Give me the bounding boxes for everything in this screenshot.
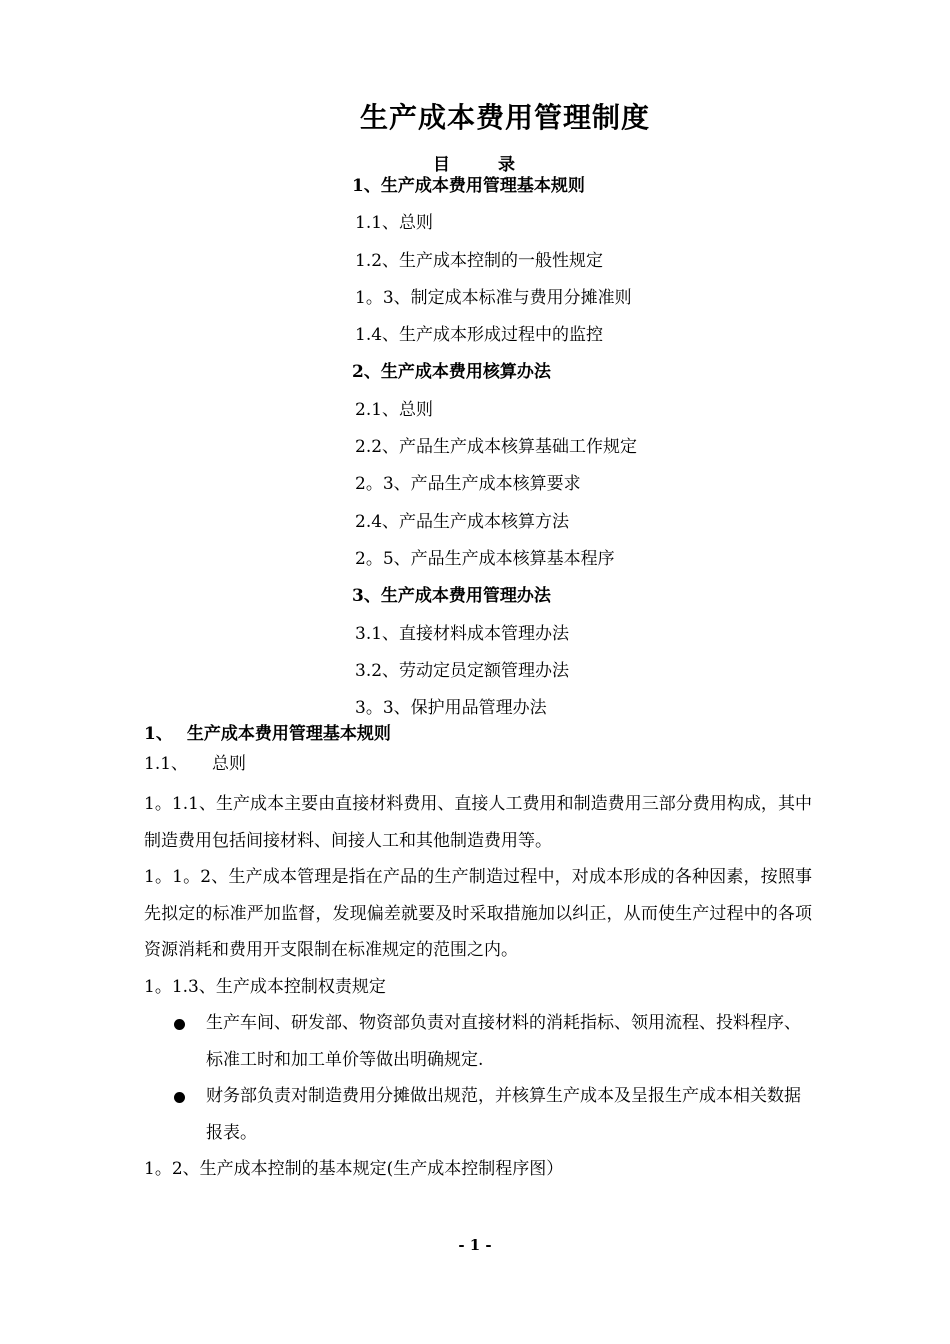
toc-item[interactable]: 1、生产成本费用管理基本规则: [352, 176, 585, 196]
toc-heading-char-2: 录: [498, 155, 515, 175]
bullet-text: 财务部负责对制造费用分摊做出规范，并核算生产成本及呈报生产成本相关数据报表。: [206, 1086, 801, 1143]
toc-item[interactable]: 1。3、制定成本标准与费用分摊准则: [355, 287, 632, 308]
section-heading: [144, 720, 812, 750]
subsection-title: 总则: [212, 754, 247, 774]
table-of-contents: [352, 172, 772, 731]
toc-item[interactable]: 3.2、劳动定员定额管理办法: [355, 660, 570, 681]
toc-item[interactable]: 2.2、产品生产成本核算基础工作规定: [355, 437, 638, 458]
bullet-dot-icon: [174, 1092, 185, 1103]
paragraph-1-2: 1。2、生产成本控制的基本规定(生产成本控制程序图）: [144, 1159, 564, 1179]
bullet-dot-icon: [174, 1019, 185, 1030]
list-item: [144, 1005, 812, 1078]
paragraph-1-1-3: 1。1.3、生产成本控制权责规定: [144, 976, 386, 997]
toc-item[interactable]: 2。3、产品生产成本核算要求: [355, 474, 581, 495]
toc-item[interactable]: 1.1、总则: [355, 213, 434, 234]
subsection-number: 1.1、: [144, 754, 189, 774]
subsection-heading: [144, 750, 812, 786]
toc-item[interactable]: 3.1、直接材料成本管理办法: [355, 623, 570, 644]
document-title: 生产成本费用管理制度: [359, 101, 650, 134]
toc-item[interactable]: 1.2、生产成本控制的一般性规定: [355, 250, 604, 271]
toc-item[interactable]: 1.4、生产成本形成过程中的监控: [355, 325, 604, 346]
list-item: [144, 1078, 812, 1151]
bullet-list: [144, 1005, 812, 1151]
section-number: 1、: [144, 724, 173, 744]
toc-item[interactable]: 3、生产成本费用管理办法: [352, 586, 551, 607]
section-title: 生产成本费用管理基本规则: [186, 724, 391, 744]
toc-item[interactable]: 2。5、产品生产成本核算基本程序: [355, 548, 615, 569]
toc-heading-char-1: 目: [433, 155, 450, 175]
document-body: [144, 720, 812, 1188]
toc-item[interactable]: 3。3、保护用品管理办法: [355, 698, 547, 719]
bullet-text: 生产车间、研发部、物资部负责对直接材料的消耗指标、领用流程、投料程序、标准工时和加工单价等做出明确规定.: [206, 1013, 801, 1070]
toc-item[interactable]: 2、生产成本费用核算办法: [352, 362, 551, 383]
page-number: - 1 -: [458, 1236, 492, 1254]
paragraph-1-1-2: 1。1。2、生产成本管理是指在产品的生产制造过程中，对成本形成的各种因素，按照事先拟定的标准严加监督，发现偏差就要及时采取措施加以纠正，从而使生产过程中的各项资源消耗和费用开支限制在标准规定的范围之内。: [144, 867, 812, 960]
toc-item[interactable]: 2.4、产品生产成本核算方法: [355, 511, 570, 532]
toc-item[interactable]: 2.1、总则: [355, 399, 434, 420]
paragraph-1-1-1: 1。1.1、生产成本主要由直接材料费用、直接人工费用和制造费用三部分费用构成，其中制造费用包括间接材料、间接人工和其他制造费用等。: [144, 794, 812, 851]
